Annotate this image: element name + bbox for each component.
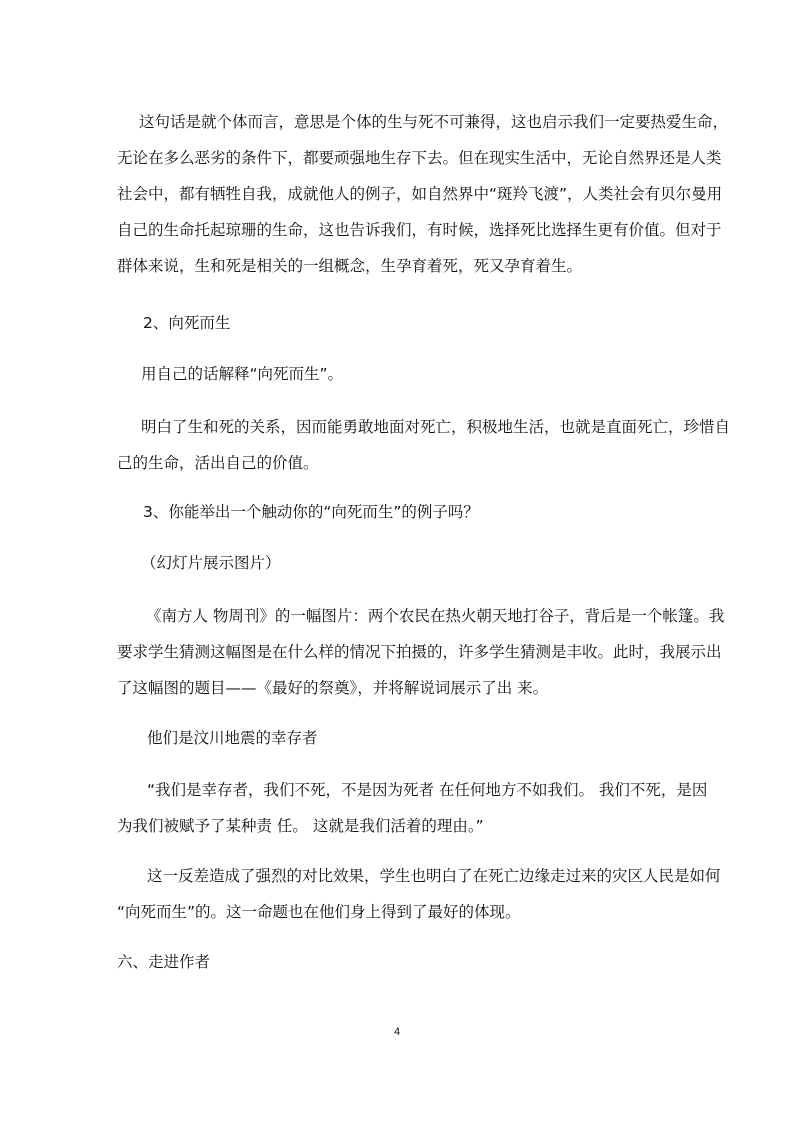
quote-line: 为我们被赋予了某种责 任。 这就是我们活着的理由。” bbox=[117, 817, 484, 835]
page-number: 4 bbox=[393, 1026, 401, 1038]
paragraph-line: （幻灯片展示图片） bbox=[141, 554, 281, 572]
paragraph-answer bbox=[117, 409, 731, 481]
slide-note bbox=[141, 545, 701, 581]
paragraph-line: 这句话是就个体而言，意思是个体的生与死不可兼得，这也启示我们一定要热爱生命， bbox=[139, 113, 729, 131]
section-heading-3 bbox=[143, 494, 703, 530]
paragraph-line: 用自己的话解释“向死而生”。 bbox=[141, 365, 344, 383]
paragraph-line: 自己的生命托起琼珊的生命，这也告诉我们，有时候，选择死比选择生更有价值。但对于 bbox=[117, 221, 722, 239]
quote-line: “我们是幸存者，我们不死，不是因为死者 在任何地方不如我们。 我们不死，是因 bbox=[147, 781, 708, 799]
section-heading-2 bbox=[143, 305, 703, 341]
paragraph-line: 他们是汶川地震的幸存者 bbox=[147, 729, 318, 747]
heading-text: 六、走进作者 bbox=[117, 953, 211, 971]
paragraph-line: 己的生命，活出自己的价值。 bbox=[117, 454, 319, 472]
heading-text: 2、向死而生 bbox=[143, 314, 231, 332]
paragraph-line: 群体来说，生和死是相关的一组概念，生孕育着死，死又孕育着生。 bbox=[117, 257, 583, 275]
paragraph-line: 无论在多么恶劣的条件下，都要顽强地生存下去。但在现实生活中，无论自然界还是人类 bbox=[117, 149, 722, 167]
paragraph-prompt bbox=[141, 356, 701, 392]
paragraph-line: 明白了生和死的关系，因而能勇敢地面对死亡，积极地生活，也就是直面死亡，珍惜自 bbox=[141, 418, 731, 436]
paragraph-line: 这一反差造成了强烈的对比效果，学生也明白了在死亡边缘走过来的灾区人民是如何 bbox=[147, 867, 721, 885]
paragraph-contrast bbox=[117, 858, 721, 930]
paragraph-line: 要求学生猜测这幅图是在什么样的情况下拍摄的，许多学生猜测是丰收。此时，我展示出 bbox=[117, 643, 722, 661]
paragraph-line: 社会中，都有牺牲自我，成就他人的例子，如自然界中“斑羚飞渡”，人类社会有贝尔曼用 bbox=[117, 185, 723, 203]
paragraph-line: 《南方人 物周刊》的一幅图片：两个农民在热火朝天地打谷子，背后是一个帐篷。我 bbox=[146, 607, 725, 625]
paragraph-1 bbox=[117, 104, 729, 284]
heading-text: 3、你能举出一个触动你的“向死而生”的例子吗？ bbox=[143, 503, 479, 521]
paragraph-photo bbox=[117, 598, 725, 706]
paragraph-line: 了这幅图的题目——《最好的祭奠》，并将解说词展示了出 来。 bbox=[117, 679, 549, 697]
section-heading-6 bbox=[117, 944, 677, 980]
quote-paragraph bbox=[117, 772, 708, 844]
survivors-line bbox=[147, 720, 707, 756]
paragraph-line: “向死而生”的。这一命题也在他们身上得到了最好的体现。 bbox=[117, 903, 521, 921]
